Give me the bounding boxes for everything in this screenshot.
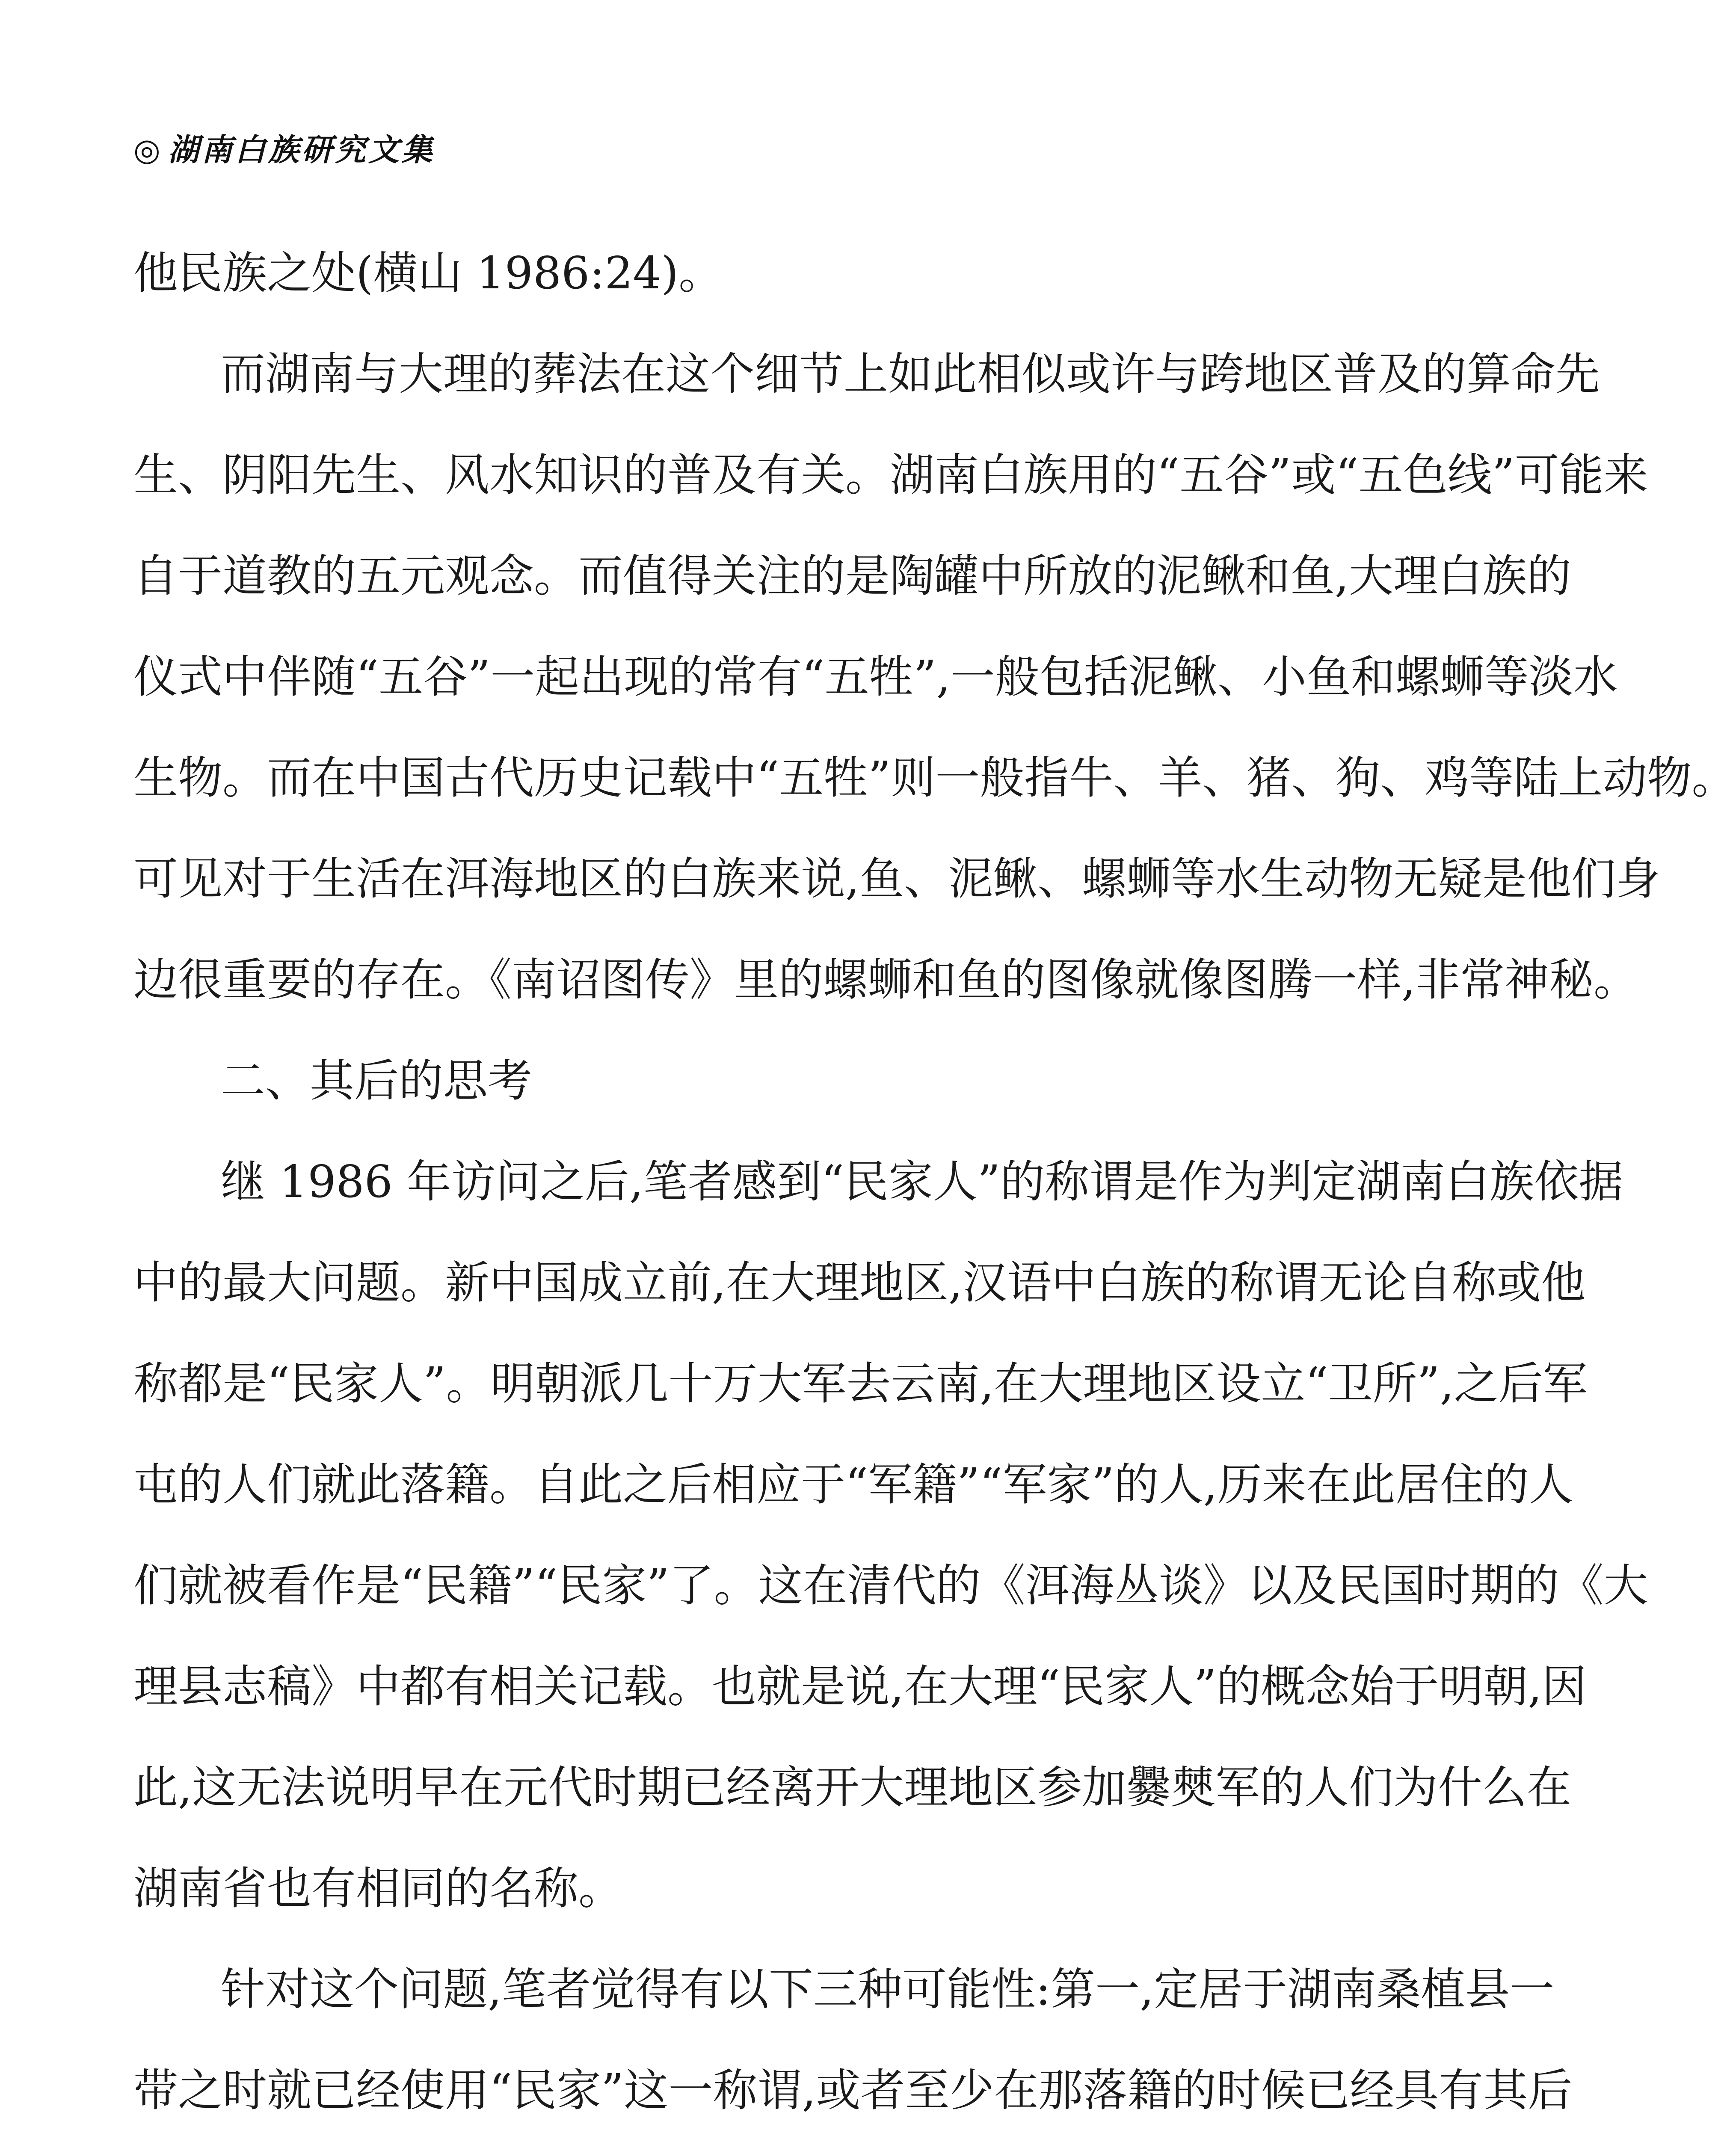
text-line: 可见对于生活在洱海地区的白族来说,鱼、泥鳅、螺蛳等水生动物无疑是他们身 [133, 853, 1661, 905]
text-line: 屯的人们就此落籍。自此之后相应于“军籍”“军家”的人,历来在此居住的人 [133, 1458, 1573, 1511]
text-line: 理县志稿》中都有相关记载。也就是说,在大理“民家人”的概念始于明朝,因 [133, 1660, 1587, 1712]
text-line: 针对这个问题,笔者觉得有以下三种可能性:第一,定居于湖南桑植县一 [221, 1963, 1555, 2015]
text-line: 称都是“民家人”。明朝派几十万大军去云南,在大理地区设立“卫所”,之后军 [133, 1357, 1588, 1410]
text-line: 湖南省也有相同的名称。 [133, 1862, 623, 1914]
text-line: 们就被看作是“民籍”“民家”了。这在清代的《洱海丛谈》以及民国时期的《大 [133, 1559, 1648, 1612]
circle-mark-icon: ◎ [133, 131, 163, 168]
text-line: 他民族之处(横山 1986:24)。 [133, 247, 723, 299]
text-line: 仪式中伴随“五谷”一起出现的常有“五牲”,一般包括泥鳅、小鱼和螺蛳等淡水 [133, 651, 1618, 703]
text-line: 而湖南与大理的葬法在这个细节上如此相似或许与跨地区普及的算命先 [221, 348, 1600, 400]
text-line: 此,这无法说明早在元代时期已经离开大理地区参加爨僰军的人们为什么在 [133, 1761, 1572, 1813]
section-heading: 二、其后的思考 [221, 1055, 533, 1107]
text-line: 继 1986 年访问之后,笔者感到“民家人”的称谓是作为判定湖南白族依据 [221, 1155, 1623, 1208]
text-line: 生、阴阳先生、风水知识的普及有关。湖南白族用的“五谷”或“五色线”可能来 [133, 449, 1648, 501]
text-line: 生物。而在中国古代历史记载中“五牲”则一般指牛、羊、猪、狗、鸡等陆上动物。 [133, 752, 1736, 804]
text-line: 中的最大问题。新中国成立前,在大理地区,汉语中白族的称谓无论自称或他 [133, 1256, 1586, 1309]
body-text [133, 222, 1736, 2139]
text-line: 带之时就已经使用“民家”这一称谓,或者至少在那落籍的时候已经具有其后 [133, 2064, 1573, 2116]
text-line: 自于道教的五元观念。而值得关注的是陶罐中所放的泥鳅和鱼,大理白族的 [133, 550, 1572, 602]
running-header [133, 128, 435, 171]
text-line: 边很重要的存在。《南诏图传》里的螺蛳和鱼的图像就像图腾一样,非常神秘。 [133, 954, 1638, 1006]
book-title: 湖南白族研究文集 [168, 131, 435, 168]
